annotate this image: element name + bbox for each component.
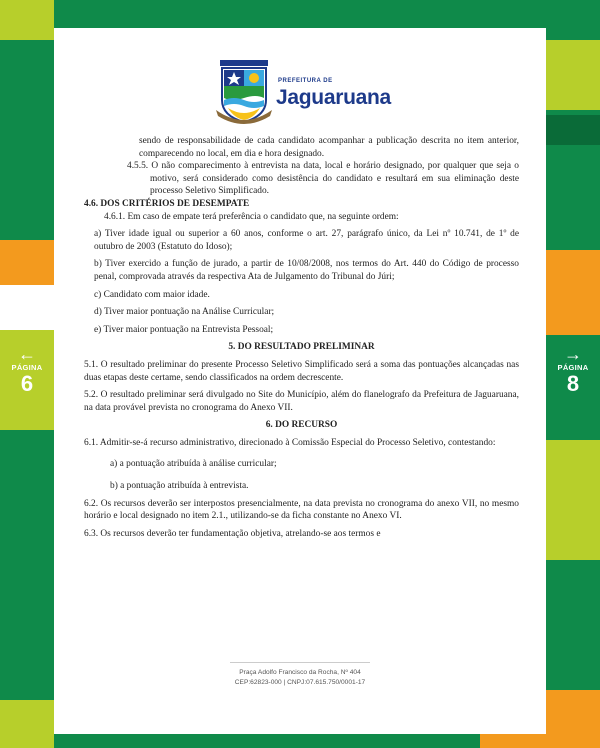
next-page-number: 8	[566, 371, 580, 396]
bg-lime-right-low	[546, 440, 600, 560]
arrow-right-icon: →	[564, 344, 582, 364]
document-body	[84, 135, 519, 540]
logo-city-name: Jaguaruana	[276, 86, 391, 109]
criterion-e: e) Tiver maior pontuação na Entrevista Pessoal;	[94, 324, 274, 335]
footer-divider	[230, 662, 370, 663]
document-page	[54, 28, 546, 734]
bg-green-dark-right	[546, 115, 600, 145]
item-5-1: 5.1. O resultado preliminar do presente Processo Seletivo Simplificado será a soma das pontuações alcançadas nas duas etapas deste certame, sendo classificados na ordem decrescente.	[84, 359, 519, 383]
prev-page-button[interactable]	[4, 345, 50, 396]
section-4-6-heading: 4.6. DOS CRITÉRIOS DE DESEMPATE	[84, 198, 250, 209]
bg-orange-left	[0, 240, 54, 285]
item-6-1: 6.1. Admitir-se-á recurso administrativo, direcionado à Comissão Especial do Processo Seletivo, contestando:	[84, 437, 496, 448]
appeal-option-a: a) a pontuação atribuída à análise curricular;	[110, 459, 277, 470]
section-5-heading: 5. DO RESULTADO PRELIMINAR	[228, 342, 375, 353]
criterion-c: c) Candidato com maior idade.	[94, 289, 210, 300]
bg-lime-top-left	[0, 0, 54, 40]
section-6-heading: 6. DO RECURSO	[265, 420, 338, 431]
item-6-3: 6.3. Os recursos deverão ter fundamentação objetiva, atrelando-se aos termos e	[84, 528, 381, 539]
prev-page-label: PÁGINA	[11, 363, 43, 372]
bg-lime-right-top	[546, 40, 600, 110]
next-page-button[interactable]	[550, 345, 596, 396]
footer-cep-cnpj: CEP:62823-000 | CNPJ:07.615.750/0001-17	[234, 679, 366, 686]
criterion-d: d) Tiver maior pontuação na Análise Curricular;	[94, 307, 275, 318]
bg-orange-right	[546, 250, 600, 335]
criterion-a: a) Tiver idade igual ou superior a 60 anos, conforme o art. 27, parágrafo único, da Lei nº 10.741, de 1º de outubro de 2003 (Estatuto do Idoso);	[94, 229, 519, 252]
bg-white-left	[0, 285, 54, 330]
arrow-left-icon: ←	[18, 344, 36, 364]
item-6-2: 6.2. Os recursos deverão ser interpostos presencialmente, na data prevista no cronograma do anexo VII, no mesmo horário e local designado no item 2.1., utilizando-se da ficha constante no Anexo VI.	[84, 498, 519, 522]
next-page-label: PÁGINA	[557, 363, 589, 372]
city-logo	[216, 58, 396, 128]
prev-page-number: 6	[20, 371, 34, 396]
footer-address: Praça Adolfo Francisco da Rocha, Nº 404	[239, 669, 361, 676]
logo-prefeitura-text: PREFEITURA DE	[278, 78, 333, 84]
coat-of-arms-icon	[216, 60, 272, 126]
appeal-option-b: b) a pontuação atribuída à entrevista.	[110, 481, 249, 492]
item-5-2: 5.2. O resultado preliminar será divulgado no Site do Município, além do flanelografo da Prefeitura de Jaguaruana, na data provável prevista no cronograma do Anexo VII.	[84, 390, 519, 413]
criterion-b: b) Tiver exercido a função de jurado, a partir de 10/08/2008, nos termos do Art. 440 do Código de processo penal, comprovada através da respectiva Ata de Julgamento do Tribunal do Júri;	[94, 259, 519, 282]
item-4-6-1: 4.6.1. Em caso de empate terá preferência o candidato que, na seguinte ordem:	[104, 211, 399, 222]
item-4-5-5: 4.5.5. O não comparecimento à entrevista na data, local e horário designado, por qualquer que seja o motivo, será considerado como desistência do candidato e resultará em sua eliminação deste processo Seletivo Simplificado.	[127, 161, 519, 197]
paragraph: sendo de responsabilidade de cada candidato acompanhar a publicação descrita no item anterior, comparecendo no local, em dia e hora designado.	[139, 136, 519, 159]
bg-lime-bottom-left	[0, 700, 54, 748]
